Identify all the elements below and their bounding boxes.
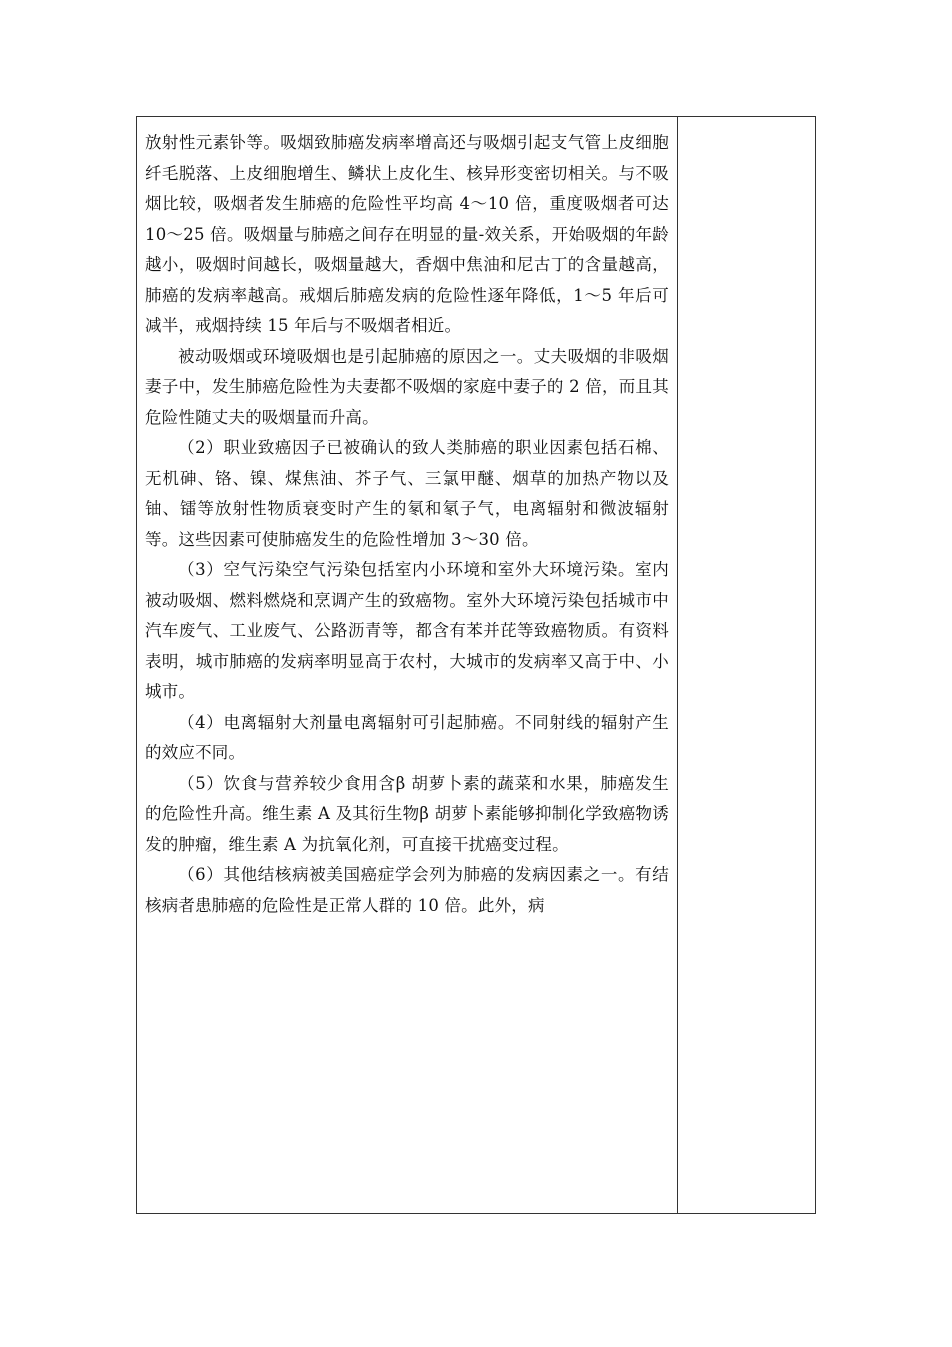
paragraph-passive-smoking: 被动吸烟或环境吸烟也是引起肺癌的原因之一。丈夫吸烟的非吸烟妻子中，发生肺癌危险性为夫妻都不吸烟的家庭中妻子的 2 倍，而且其危险性随丈夫的吸烟量而升高。 — [145, 346, 669, 427]
main-text-cell — [137, 117, 678, 1213]
paragraph-ionizing-radiation: （4）电离辐射大剂量电离辐射可引起肺癌。不同射线的辐射产生的效应不同。 — [145, 712, 669, 762]
side-empty-cell — [678, 117, 815, 1213]
paragraph-smoking-risk: 放射性元素钋等。吸烟致肺癌发病率增高还与吸烟引起支气管上皮细胞纤毛脱落、上皮细胞增生、鳞状上皮化生、核异形变密切相关。与不吸烟比较，吸烟者发生肺癌的危险性平均高 4～10 倍，重度吸烟者可达 10～25 倍。吸烟量与肺癌之间存在明显的量-效关系，开始吸烟的年龄越小，吸烟时间越长，吸烟量越大，香烟中焦油和尼古丁的含量越高，肺癌的发病率越高。戒烟后肺癌发病的危险性逐年降低，1～5 年后可减半，戒烟持续 15 年后与不吸烟者相近。 — [145, 133, 669, 335]
paragraph-occupational-carcinogens: （2）职业致癌因子已被确认的致人类肺癌的职业因素包括石棉、无机砷、铬、镍、煤焦油、芥子气、三氯甲醚、烟草的加热产物以及铀、镭等放射性物质衰变时产生的氡和氡子气，电离辐射和微波辐射等。这些因素可使肺癌发生的危险性增加 3～30 倍。 — [145, 438, 669, 549]
content-table — [136, 116, 816, 1214]
paragraph-other-factors: （6）其他结核病被美国癌症学会列为肺癌的发病因素之一。有结核病者患肺癌的危险性是正常人群的 10 倍。此外，病 — [145, 865, 669, 915]
paragraph-diet-nutrition: （5）饮食与营养较少食用含β 胡萝卜素的蔬菜和水果，肺癌发生的危险性升高。维生素 A 及其衍生物β 胡萝卜素能够抑制化学致癌物诱发的肿瘤，维生素 A 为抗氧化剂，可直接干扰癌变过程。 — [145, 773, 669, 854]
paragraph-air-pollution: （3）空气污染空气污染包括室内小环境和室外大环境污染。室内被动吸烟、燃料燃烧和烹调产生的致癌物。室外大环境污染包括城市中汽车废气、工业废气、公路沥青等，都含有苯并芘等致癌物质。有资料表明，城市肺癌的发病率明显高于农村，大城市的发病率又高于中、小城市。 — [145, 560, 669, 701]
